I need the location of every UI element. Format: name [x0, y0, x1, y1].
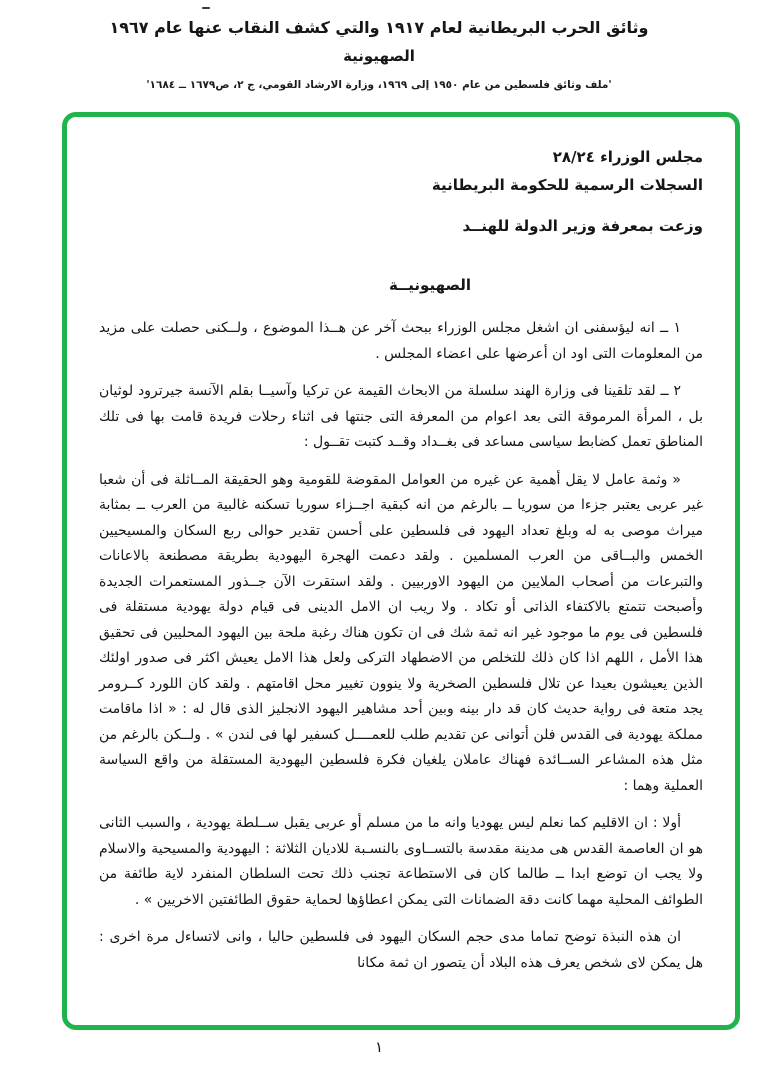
paragraph-3-quote: « وثمة عامل لا يقل أهمية عن غيره من العوامل المقوضة للقومية وهو الحقيقة المــاثلة فى أن شعبا غير عربى يعتبر جزءا من سوريا ــ بالرغم من انه كبقية اجــزاء سوريا تسكنه غالبية من العرب ــ بمثابة ميراث موصى به له وبلغ تعداد اليهود فى فلسطين على أحسن تقدير حوالى ربع السكان والمسيحيين الخمس والبــاقى من العرب المسلمين . ولقد دعمت الهجرة اليهودية بطريقة مصطنعة بالاعانات والتبرعات من أصحاب الملايين من اليهود الاوربيين . ولقد استقرت الآن جــذور المستعمرات الجديدة وأصبحت تتمتع بالاكتفاء الذاتى أو تكاد . ولا ريب ان الامل الدينى فى قيام دولة يهودية مستقلة فى فلسطين فى يوم ما موجود غير انه ثمة شك فى ان تكون هناك رغبة ملحة بين اليهود المحليين فى تحقيق هذا الأمل ، اللهم اذا كان ذلك للتخلص من الاضطهاد التركى ولعل هذا الامل يعيش اكثر فى صدور اولئك الذين يعيشون بعيدا عن تلال فلسطين الصخرية ولا ينوون تغيير محل اقامتهم . ولقد كان اللورد كــرومر يجد متعة فى رواية حديث كان قد دار بينه وبين أحد مشاهير اليهود الانجليز الذى قال له : « اذا ماقامت مملكة يهودية فى القدس فلن أتوانى عن تقديم طلب للعمــــل كسفير لها فى لندن » . ولــكن بالرغم من مثل هذه المشاعر الســائدة فهناك عاملان يلغيان فكرة فلسطين اليهودية المستقلة من واقع السياسة العملية وهما :	[99, 471, 703, 794]
page-header	[0, 18, 758, 91]
paragraph-5-closing: ان هذه النبذة توضح تماما مدى حجم السكان اليهود فى فلسطين حاليا ، وانى لاتساءل مرة اخرى : هل يمكن لاى شخص يعرف هذه البلاد أن يتصور ان ثمة مكانا	[99, 929, 703, 971]
header-subtitle: الصهيونية	[343, 47, 415, 65]
page-number: ١	[374, 1038, 384, 1056]
paragraph-4-first-reason: أولا : ان الاقليم كما نعلم ليس يهوديا وانه ما من مسلم أو عربى يقبل ســلطة يهودية ، والسبب الثانى هو ان العاصمة القدس هى مدينة مقدسة بالتســاوى بالنسـبة للاديان الثلاثة : اليهودية والمسيحية والاسلام ولا يجب ان توضع ابدا ــ طالما كان فى الاستطاعة تجنب ذلك تحت السلطان المنفرد لاية طائفة من الطوائف المحلية مهما كانت دقة الضمانات التى يمكن اعطاؤها لحماية حقوق الطائفتين الاخريين » .	[99, 815, 703, 908]
document-frame	[62, 112, 740, 1030]
header-title: وثائق الحرب البريطانية لعام ١٩١٧ والتي كشف النقاب عنها عام ١٩٦٧	[109, 18, 649, 37]
distribution-line: وزعت بمعرفة وزير الدولة للهنــد	[462, 217, 703, 235]
section-title-zionism: الصهيونيــة	[388, 276, 472, 294]
paragraph-2: ٢ ــ لقد تلقينا فى وزارة الهند سلسلة من الابحاث القيمة عن تركيا وآسيــا بقلم الآنسة جيرترود لوثيان بل ، المرأة المرموقة التى بعد اعوام من المعرفة التى جنتها فى اثناء رحلات فريدة قامت بها فى تلك المناطق تعمل كضابط سياسى مساعد فى بغــداد وقــد كتبت تقــول :	[99, 383, 703, 450]
header-source-citation: 'ملف وثائق فلسطين من عام ١٩٥٠ إلى ١٩٦٩، وزارة الارشاد القومي، ج ٢، ص١٦٧٩ ــ ١٦٨٤'	[146, 79, 612, 91]
official-records-line: السجلات الرسمية للحكومة البريطانية	[431, 176, 703, 194]
paragraph-1: ١ ــ انه ليؤسفنى ان اشغل مجلس الوزراء ببحث آخر عن هــذا الموضوع ، ولــكنى حصلت على مزيد من المعلومات التى اود ان أعرضها على اعضاء المجلس .	[99, 320, 703, 362]
scan-artifact-dash	[202, 7, 210, 9]
cabinet-reference-line: مجلس الوزراء ٢٨/٢٤	[552, 148, 703, 166]
